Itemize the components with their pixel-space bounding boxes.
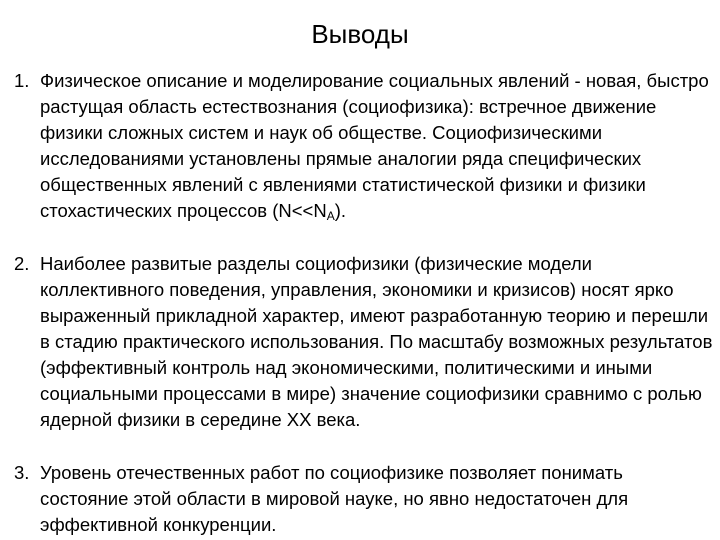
list-item <box>14 68 714 224</box>
item-text: Наиболее развитые разделы социофизики (физические модели коллективного поведения, управления, экономики и кризисов) носят ярко выраженный прикладной характер, имеют разработанную теорию и перешли в стадию практического использования. По масштабу возможных результатов (эффективный контроль над экономическими, политическими и иными социальными процессами в мире) значение социофизики сравнимо с ролью ядерной физики в середине XX века. <box>40 253 713 430</box>
conclusions-list <box>14 68 714 538</box>
slide-title: Выводы <box>311 19 409 49</box>
item-text: Уровень отечественных работ по социофизике позволяет понимать состояние этой области в мировой науке, но явно недостаточен для эффективной конкуренции. <box>40 462 629 535</box>
list-item <box>14 251 714 433</box>
subscript: A <box>326 209 335 223</box>
item-number: 1. <box>14 70 30 91</box>
item-number: 2. <box>14 253 30 274</box>
list-item <box>14 460 714 538</box>
item-text <box>40 68 714 224</box>
item-text-main: Физическое описание и моделирование социальных явлений - новая, быстро растущая область естествознания (социофизика): встречное движение физики сложных систем и наук об обществе. Социофизическими исследованиями установлены прямые аналогии ряда специфических общественных явлений с явлениями статистической физики и физики стохастических процессов (N<<N <box>40 70 709 221</box>
item-text-end: ). <box>334 200 347 221</box>
item-number: 3. <box>14 462 30 483</box>
